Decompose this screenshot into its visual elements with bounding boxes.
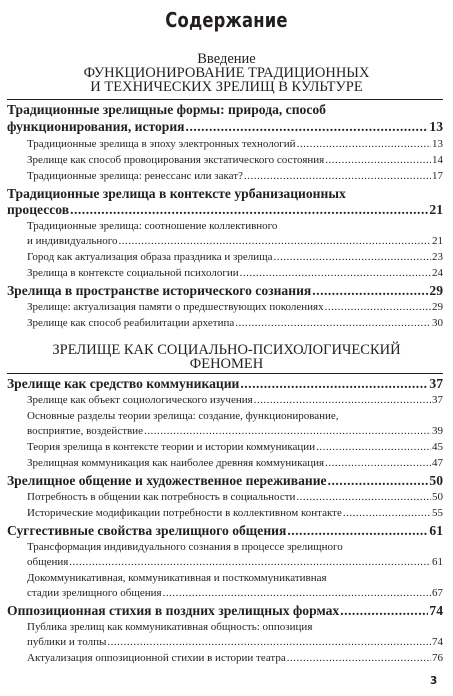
chapter-title: Суггестивные свойства зрелищного общения (7, 523, 287, 538)
page-ref: 74 (429, 603, 443, 618)
toc-chapter-entry[interactable] (7, 376, 443, 392)
page-ref: 37 (429, 376, 443, 391)
dot-leader (274, 251, 432, 263)
dot-leader (69, 556, 431, 568)
page-ref: 45 (432, 441, 443, 453)
part1-heading-line2: И ТЕХНИЧЕСКИХ ЗРЕЛИЩ В КУЛЬТУРЕ (90, 79, 363, 95)
toc-chapter-entry[interactable] (7, 202, 443, 218)
toc-section-entry[interactable] (27, 457, 443, 469)
page-ref: 39 (432, 425, 443, 437)
section-title: Зрелища в контексте социальной психологии (27, 267, 239, 279)
dot-leader (244, 170, 431, 182)
page-ref: 13 (432, 138, 443, 150)
toc-chapter-line[interactable]: Традиционные зрелища в контексте урбанизационных (7, 186, 346, 201)
part1-heading-line1: ФУНКЦИОНИРОВАНИЕ ТРАДИЦИОННЫХ (83, 65, 370, 81)
dot-leader (163, 587, 431, 599)
dot-leader (119, 235, 431, 247)
page-ref: 30 (432, 317, 443, 329)
chapter-title: Зрелища в пространстве исторического сознания (7, 283, 312, 298)
page-ref: 76 (432, 652, 443, 664)
chapter-title: Оппозиционная стихия в поздних зрелищных формах (7, 603, 340, 618)
divider (7, 373, 443, 374)
section-title: Зрелище как объект социологического изучения (27, 394, 253, 406)
toc-section-entry[interactable] (27, 441, 443, 453)
toc-section-entry[interactable] (27, 301, 443, 313)
dot-leader (70, 202, 428, 218)
section-title: восприятие, воздействие (27, 425, 143, 437)
page-ref: 24 (432, 267, 443, 279)
dot-leader (325, 457, 431, 469)
toc-section-line[interactable]: Докоммуникативная, коммуникативная и посткоммуникативная (27, 572, 327, 584)
dot-leader (287, 523, 428, 539)
part2-heading-line1: ЗРЕЛИЩЕ КАК СОЦИАЛЬНО-ПСИХОЛОГИЧЕСКИЙ (52, 342, 401, 358)
section-title: Актуализация оппозиционной стихии в истории театра (27, 652, 286, 664)
toc-section-entry[interactable] (27, 267, 443, 279)
page-ref: 29 (432, 301, 443, 313)
toc-section-entry[interactable] (27, 394, 443, 406)
page-ref: 21 (432, 235, 443, 247)
page-ref: 50 (429, 473, 443, 488)
toc-section-line[interactable]: Традиционные зрелища: соотношение коллективного (27, 220, 278, 232)
page-ref: 67 (432, 587, 443, 599)
section-title: Зрелищная коммуникация как наиболее древняя коммуникация (27, 457, 325, 469)
page-ref: 21 (429, 202, 443, 217)
section-title: Теория зрелища в контексте теории и истории коммуникации (27, 441, 316, 453)
toc-section-entry[interactable] (27, 251, 443, 263)
section-title: Зрелище как способ реабилитации архетипа (27, 317, 235, 329)
dot-leader (107, 636, 431, 648)
dot-leader (340, 603, 428, 619)
toc-chapter-entry[interactable] (7, 283, 443, 299)
page-title: Содержание (165, 8, 288, 32)
toc-section-entry[interactable] (27, 235, 443, 247)
toc-section-entry[interactable] (27, 425, 443, 437)
toc-section-entry[interactable] (27, 587, 443, 599)
page-ref: 14 (432, 154, 443, 166)
page-number: 3 (430, 675, 438, 687)
page-ref: 74 (432, 636, 443, 648)
toc-section-entry[interactable] (27, 652, 443, 664)
toc-section-line[interactable]: Трансформация индивидуального сознания в процессе зрелищного (27, 541, 343, 553)
toc-section-entry[interactable] (27, 317, 443, 329)
dot-leader (235, 317, 431, 329)
dot-leader (240, 267, 431, 279)
dot-leader (325, 154, 431, 166)
dot-leader (296, 491, 431, 503)
section-title: Зрелище: актуализация памяти о предшествующих поколениях (27, 301, 324, 313)
toc-section-entry[interactable] (27, 154, 443, 166)
page-ref: 61 (429, 523, 443, 538)
toc-section-entry[interactable] (27, 556, 443, 568)
dot-leader (186, 119, 429, 135)
page-ref: 50 (432, 491, 443, 503)
dot-leader (316, 441, 431, 453)
toc-section-entry[interactable] (27, 491, 443, 503)
toc-chapter-entry[interactable] (7, 119, 443, 135)
divider (7, 99, 443, 100)
page-ref: 55 (432, 507, 443, 519)
dot-leader (144, 425, 431, 437)
section-title: общения (27, 556, 69, 568)
toc-chapter-entry[interactable] (7, 473, 443, 489)
section-title: публики и толпы (27, 636, 107, 648)
dot-leader (297, 138, 431, 150)
page-ref: 47 (432, 457, 443, 469)
section-title: Традиционные зрелища в эпоху электронных технологий (27, 138, 296, 150)
part2-heading-line2: ФЕНОМЕН (189, 356, 264, 372)
section-title: и индивидуального (27, 235, 118, 247)
page-ref: 61 (432, 556, 443, 568)
chapter-title: Зрелищное общение и художественное переживание (7, 473, 327, 488)
dot-leader (325, 301, 431, 313)
section-title: Город как актуализация образа праздника и зрелища (27, 251, 273, 263)
page-ref: 13 (429, 119, 443, 134)
toc-section-entry[interactable] (27, 138, 443, 150)
page-ref: 29 (429, 283, 443, 298)
chapter-title: Зрелище как средство коммуникации (7, 376, 240, 391)
page-ref: 23 (432, 251, 443, 263)
dot-leader (254, 394, 431, 406)
dot-leader (312, 283, 428, 299)
chapter-title: функционирования, история (7, 119, 185, 134)
part1-intro: Введение (197, 51, 256, 67)
section-title: Зрелище как способ провоцирования экстатического состояния (27, 154, 325, 166)
toc-chapter-line[interactable]: Традиционные зрелищные формы: природа, способ (7, 102, 326, 117)
section-title: Традиционные зрелища: ренессанс или закат? (27, 170, 243, 182)
chapter-title: процессов (7, 202, 70, 217)
section-title: Исторические модификации потребности в коллективном контакте (27, 507, 342, 519)
part1-heading (0, 52, 453, 94)
toc-section-entry[interactable] (27, 507, 443, 519)
section-title: стадии зрелищного общения (27, 587, 162, 599)
dot-leader (343, 507, 431, 519)
page-ref: 37 (432, 394, 443, 406)
page-ref: 17 (432, 170, 443, 182)
dot-leader (328, 473, 429, 489)
toc-section-entry[interactable] (27, 170, 443, 182)
toc-section-entry[interactable] (27, 636, 443, 648)
toc-section-line[interactable]: Публика зрелищ как коммуникативная общность: оппозиция (27, 621, 313, 633)
dot-leader (240, 376, 428, 392)
part2-heading (0, 343, 453, 371)
toc-chapter-entry[interactable] (7, 603, 443, 619)
toc-section-line[interactable]: Основные разделы теории зрелища: создание, функционирование, (27, 410, 339, 422)
dot-leader (287, 652, 431, 664)
section-title: Потребность в общении как потребность в социальности (27, 491, 296, 503)
toc-chapter-entry[interactable] (7, 523, 443, 539)
